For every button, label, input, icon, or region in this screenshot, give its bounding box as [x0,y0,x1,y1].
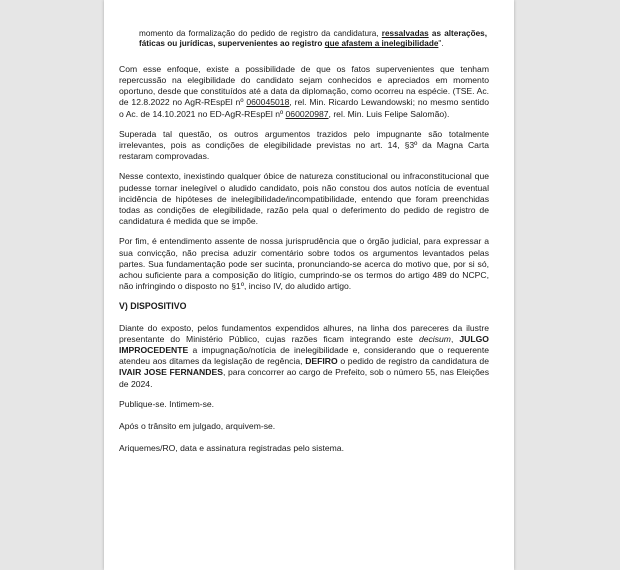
paragraph-4: Por fim, é entendimento assente de nossa jurisprudência que o órgão judicial, para expressar a sua convicção, não precisa aduzir comentário sobre todos os argumentos levantados pelas partes. Sua fundamentação pode ser sucinta, pronunciando-se acerca do motivo que, por si só, achou suficiente para a composição do litígio, cumprindo-se os termos do artigo 489 do NCPC, não infringindo o disposto no §1º, inciso IV, do aludido artigo. [119,236,489,292]
paragraph-2: Superada tal questão, os outros argumentos trazidos pelo impugnante são totalmente irrelevantes, pois as condições de elegibilidade previstas no art. 14, §3º da Magna Carta restaram comprovadas. [119,128,489,162]
document-page [104,0,514,570]
candidate-name: IVAIR JOSE FERNANDES [119,367,223,378]
ruling-text: JULGO IMPROCEDENTE [119,333,489,356]
case-number-link: 060045018 [246,97,290,108]
quote-emphasis: que afastem a inelegibilidade [324,39,439,49]
case-number-link: 060020987 [285,108,329,119]
block-quote [119,29,489,50]
closing-line: Ariquemes/RO, data e assinatura registradas pelo sistema. [119,443,344,454]
paragraph-3: Nesse contexto, inexistindo qualquer óbice de natureza constitucional ou infraconstitucional que pudesse tornar inelegível o aludido candidato, pois não constou dos autos notícia de eventual incidência de hipóteses de inelegibilidade/incompatibilidade, entendo que foram preenchidas todas as condições de elegibilidade, razão pela qual o deferimento do pedido de registro de candidatura é medida que se impõe. [119,171,489,227]
document-body [119,29,489,466]
paragraph-6: Publique-se. Intimem-se. [119,398,215,409]
ruling-text: DEFIRO [305,356,338,367]
section-heading: V) DISPOSITIVO [119,301,187,312]
paragraph-5: Diante do exposto, pelos fundamentos expendidos alhures, na linha dos pareceres da ilustre presentante do Ministério Público, cujas razões ficam integrando este decisum, JULGO IMPROCEDENTE a impugnação/notícia de inelegibilidade e, considerando que o requerente atendeu aos ditames da legislação de regência, DEFIRO o pedido de registro da candidatura de IVAIR JOSE FERNANDES, para concorrer ao cargo de Prefeito, sob o número 55, nas Eleições de 2024. [119,322,489,389]
quote-emphasis: ressalvadas [381,29,429,38]
latin-term: decisum [418,333,451,344]
quote-text: ". [438,39,444,49]
quote-bold-text: as alterações, fáticas ou jurídicas, supervenientes ao registro [139,29,487,49]
paragraph-7: Após o trânsito em julgado, arquivem-se. [119,421,276,432]
paragraph-1: Com esse enfoque, existe a possibilidade de que os fatos supervenientes que tenham repercussão na elegibilidade do candidato sejam conhecidos e apreciados em momento oportuno, desde que constituídos até a data da diplomação, como ocorreu na espécie. (TSE. Ac. de 12.8.2022 no AgR-REspEl nº 060045018, rel. Min. Ricardo Lewandowski; no mesmo sentido o Ac. de 14.10.2021 no ED-AgR-REspEl nº 060020987, rel. Min. Luis Felipe Salomão). [119,63,489,119]
quote-text: momento da formalização do pedido de registro da candidatura, [139,29,382,38]
